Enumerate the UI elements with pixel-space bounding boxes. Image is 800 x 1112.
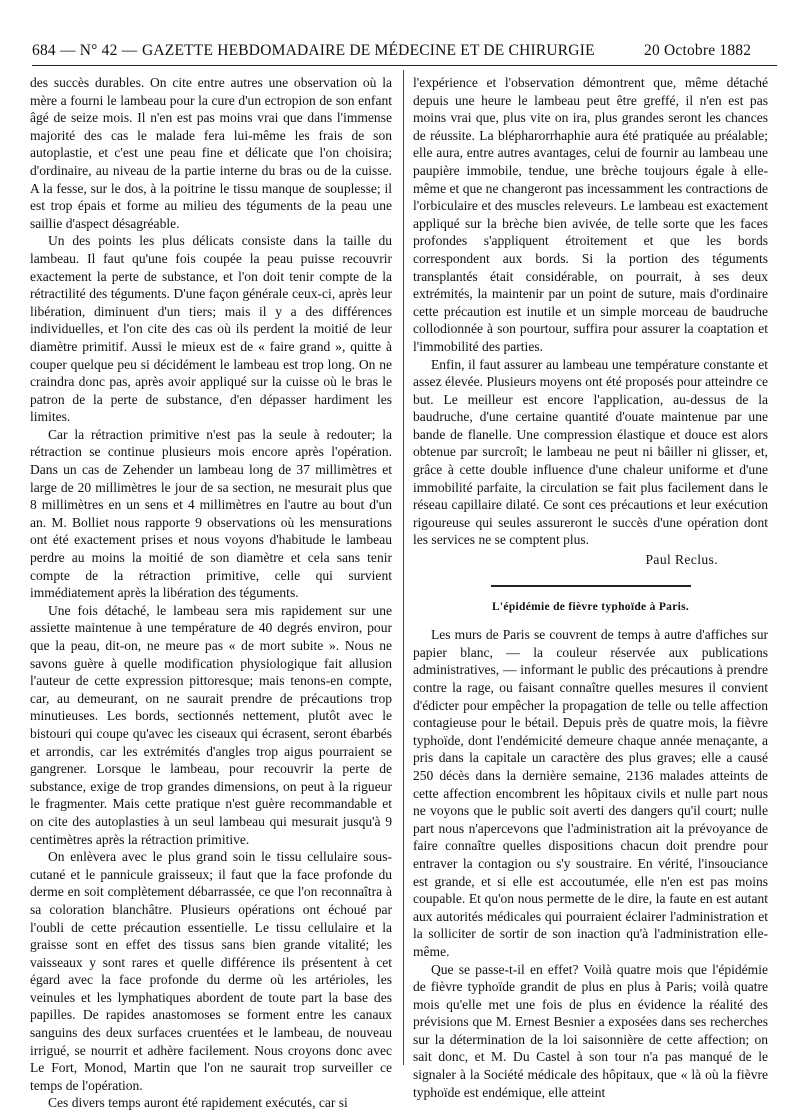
issue-date: 20 Octobre 1882 (644, 42, 752, 59)
paragraph: Les murs de Paris se couvrent de temps à autre d'affiches sur papier blanc, — la couleur réservée aux publications administratives, — informant le public des précautions à prendre contre la rage, ou faisant connaître quelles mesures il convient d'édicter pour empêcher la propagation de telle ou telle affection contagieuse pour le bétail. Depuis près de quatre mois, la fièvre typhoïde, dont l'endémicité demeure chaque année menaçante, a pris dans la capitale un caractère des plus graves; elle a causé 250 décès dans la dernière semaine, 2136 malades atteints de cette affection encombrent les hôpitaux civils et nulle part nous ne voyons que le public soit averti des dangers qu'il court; nulle part nous n'apercevons que l'administration ait la prévoyance de faire connaître quelles dispositions chacun doit prendre pour entraver la contagion ou s'y soustraire. En vérité, l'insouciance est grande, et si elle est accoutumée, elle n'en est pas moins coupable. Et qu'on nous permette de le dire, la faute en est autant aux autorités médicales qui pourraient éclairer l'administration et la solliciter de sortir de son inaction qu'à l'administration elle-même. (413, 627, 768, 959)
paragraph: Que se passe-t-il en effet? Voilà quatre mois que l'épidémie de fièvre typhoïde grandit de plus en plus à Paris; voilà quatre mois qu'elle met une fois de plus en évidence la réalité des prévisions que M. Ernest Besnier a exposées dans ses recherches sur la détermination de la loi saisonnière de cette affection; on sait donc, et M. Du Castel à son tour n'a pas manqué de le signaler à la Société médicale des hôpitaux, que « là où la fièvre typhoïde est endémique, elle atteint (413, 961, 768, 1100)
article-separator (491, 585, 691, 587)
paragraph: On enlèvera avec le plus grand soin le tissu cellulaire sous-cutané et le pannicule graisseux; il faut que la face profonde du derme en soit complètement débarrassée, ce que l'on reconnaîtra à sa coloration blanchâtre. Plusieurs opérations ont échoué par l'oubli de cette précaution essentielle. Le tissu cellulaire et la graisse sont en effet des tissus sans bien grande vitalité; les vaisseaux y sont rares et quelle différence ils présentent à cet égard avec la face profonde du derme où les artérioles, les veinules et les lymphatiques abordent de toute part la base des papilles. De rapides anastomoses se forment entre les canaux sanguins des deux surfaces cruentées et le lambeau, de nouveau irrigué, se nourrit et adhère facilement. Nous croyons donc avec Le Fort, Monod, Martin que l'on ne saurait trop surveiller ce temps de l'opération. (30, 849, 392, 1093)
author-signature: Paul Reclus. (645, 552, 718, 568)
paragraph: l'expérience et l'observation démontrent que, même détaché depuis une heure le lambeau peut être greffé, il n'en est pas moins vrai que, plus vite on ira, plus grandes seront les chances de réussite. La blépharorrhaphie aura été pratiquée au préalable; elle aura, entre autres avantages, celui de fournir au lambeau une paupière immobile, tendue, une brèche toujours égale à elle-même et que ne changeront pas incessamment les contractions de l'orbiculaire et des muscles releveurs. Le lambeau est exactement appliqué sur la brèche bien avivée, de telle sorte que les faces profondes s'appliquent étroitement et que les bords correspondent aux bords. Si la portion des téguments transplantés était considérable, on pourrait, à ses deux extrémités, la maintenir par un point de suture, mais d'ordinaire cette précaution est inutile et un simple morceau de baudruche collodionnée à son pourtour, suffira pour assurer la coaptation et l'immobilité des parties. (413, 75, 768, 354)
paragraph: Car la rétraction primitive n'est pas la seule à redouter; la rétraction se continue plusieurs mois encore après l'opération. Dans un cas de Zehender un lambeau long de 37 millimètres et large de 20 millimètres le jour de sa section, ne mesurait plus que 8 millimètres en un sens et 4 millimètres en l'autre au bout d'un an. M. Bolliet nous rapporte 9 observations où les mensurations ont été exactement prises et nous voyons d'habitude le lambeau perdre au moins la moitié de son diamètre et cela sans tenir compte de la rétraction primitive, celle qui survient immédiatement après la libération des téguments. (30, 426, 392, 601)
running-header (32, 42, 777, 62)
paragraph: des succès durables. On cite entre autres une observation où la mère a fourni le lambeau pour la cure d'un ectropion de son enfant âgé de seize mois. Il n'en est pas moins vrai que dans l'immense majorité des cas le malade fera lui-même les frais de son autoplastie, et c'est une peau fine et délicate que l'on choisira; d'ordinaire, au niveau de la partie interne du bras ou de la cuisse. A la fesse, sur le dos, à la poitrine le tissu manque de souplesse; il est trop épais et forme au milieu des téguments de la peau une saillie d'aspect désagréable. (30, 75, 392, 231)
paragraph: Une fois détaché, le lambeau sera mis rapidement sur une assiette maintenue à une température de 40 degrés environ, pour que la peau, dit-on, ne meure pas « de mort subite ». Nous ne savons guère à quelle modification physiologique fait allusion l'auteur de cette expression pittoresque; mais tenons-en compte, car, au demeurant, on ne saurait prendre de précautions trop minutieuses. Les bords, sectionnés nettement, plutôt avec le bistouri qui coupe qu'avec les ciseaux qui écrasent, seront ébarbés et arrondis, car les extrémités d'angles trop aigus pourraient se gangrener. Lorsque le lambeau, pour recouvrir la perte de substance, exige de trop grandes dimensions, on peut à la rigueur le fragmenter. Mais cette pratique n'est guère recommandable et on cite des autoplasties à un seul lambeau qui mesurait jusqu'à 9 centimètres après la rétraction primitive. (30, 602, 392, 847)
journal-title: GAZETTE HEBDOMADAIRE DE MÉDECINE ET DE CHIRURGIE (142, 42, 595, 59)
paragraph: Ces divers temps auront été rapidement exécutés, car si (48, 1095, 348, 1111)
left-column (30, 74, 392, 1112)
article-title: L'épidémie de fièvre typhoïde à Paris. (491, 600, 690, 613)
issue-number: — N° 42 — (60, 42, 138, 59)
paragraph: Enfin, il faut assurer au lambeau une température constante et assez élevée. Plusieurs moyens ont été proposés pour atteindre ce but. Le meilleur est encore l'application, au-dessus de la baudruche, d'une certaine quantité d'ouate maintenue par une bande de flanelle. Une compression élastique et douce est alors obtenue par surcroît; le lambeau ne peut ni bâiller ni glisser, et, grâce à cette double influence d'une chaleur uniforme et d'une immobilité parfaite, la circulation se fait plus facilement dans le réseau capillaire dilaté. Ce sont ces précautions et leur exécution rigoureuse qui seules assureront le succès d'une opération dont les services ne se comptent plus. (413, 356, 768, 548)
right-column (413, 74, 768, 1101)
paragraph: Un des points les plus délicats consiste dans la taille du lambeau. Il faut qu'une fois coupée la peau puisse recouvrir exactement la perte de substance, et l'on doit tenir compte de la rétractilité des téguments. D'une façon générale ceux-ci, après leur libération, diminuent d'un tiers; mais il y a des différences individuelles, et l'on cite des cas où ils perdent la moitié de leur diamètre primitif. Aussi le mieux est de « faire grand », quitte à couper quelque peu si décidément le lambeau est trop long. On ne craindra donc pas, après avoir appliqué sur la cuisse où le bras le patron de la perte de substance, d'en dépasser hardiment les limites. (30, 233, 392, 425)
page-number: 684 (32, 42, 56, 59)
column-divider (403, 70, 404, 1065)
header-rule (32, 65, 777, 66)
